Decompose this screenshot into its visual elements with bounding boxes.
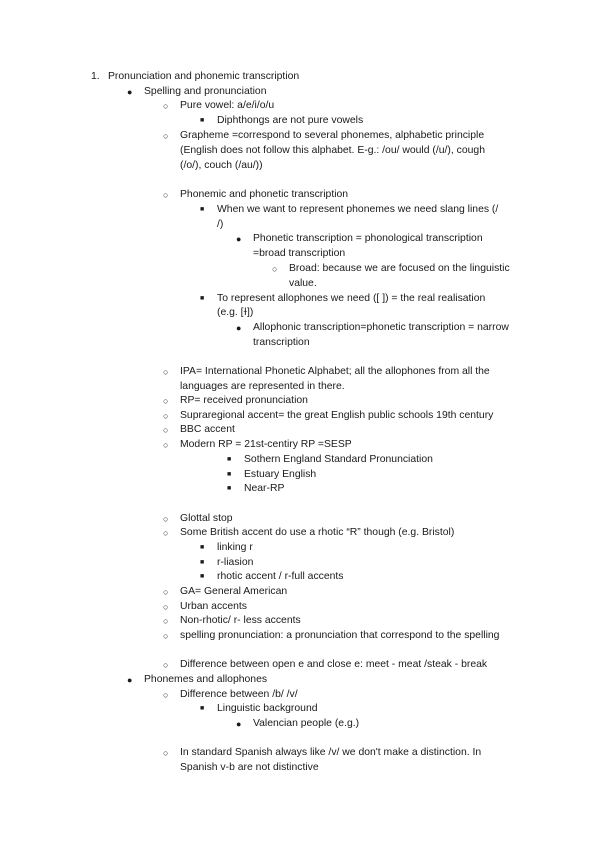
- circle-bullet-icon: ○: [163, 190, 169, 200]
- circle-bullet-icon: ○: [163, 631, 169, 641]
- list-item: BBC accent: [180, 424, 235, 435]
- list-item: Urban accents: [180, 601, 247, 612]
- filled-bullet-icon: ●: [127, 675, 133, 685]
- list-item-continuation: (e.g. [ɫ]): [217, 307, 254, 318]
- circle-bullet-icon: ○: [163, 131, 169, 141]
- square-bullet-icon: ■: [200, 206, 205, 213]
- square-bullet-icon: ■: [200, 573, 205, 580]
- circle-bullet-icon: ○: [163, 425, 169, 435]
- list-item: Grapheme =correspond to several phonemes, alphabetic principle: [180, 130, 485, 141]
- circle-bullet-icon: ○: [163, 528, 169, 538]
- filled-bullet-icon: ●: [236, 234, 242, 244]
- list-item: Valencian people (e.g.): [253, 718, 360, 729]
- list-item: Diphthongs are not pure vowels: [217, 115, 364, 126]
- list-item: Pure vowel: a/e/i/o/u: [180, 100, 275, 111]
- list-item-continuation: (/o/), couch (/au/)): [180, 160, 263, 171]
- list-item: Modern RP = 21st-centiry RP =SESP: [180, 439, 352, 450]
- list-item: Estuary English: [244, 469, 317, 480]
- list-item: Phonetic transcription = phonological transcription: [253, 233, 483, 244]
- list-item: Glottal stop: [180, 513, 233, 524]
- circle-bullet-icon: ○: [163, 748, 169, 758]
- list-item: Difference between /b/ /v/: [180, 689, 298, 700]
- circle-bullet-icon: ○: [163, 101, 169, 111]
- circle-bullet-icon: ○: [163, 690, 169, 700]
- list-item-continuation: transcription: [253, 337, 310, 348]
- list-item: When we want to represent phonemes we need slang lines (/: [217, 204, 499, 215]
- list-item: linking r: [217, 542, 253, 553]
- circle-bullet-icon: ○: [163, 411, 169, 421]
- square-bullet-icon: ■: [227, 456, 232, 463]
- list-item: Spelling and pronunciation: [144, 86, 267, 97]
- list-item: Allophonic transcription=phonetic transcription = narrow: [253, 322, 509, 333]
- circle-bullet-icon: ○: [163, 616, 169, 626]
- section-number: 1.: [91, 71, 100, 82]
- circle-bullet-icon: ○: [163, 396, 169, 406]
- square-bullet-icon: ■: [227, 485, 232, 492]
- list-item: rhotic accent / r-full accents: [217, 571, 344, 582]
- square-bullet-icon: ■: [200, 559, 205, 566]
- list-item-continuation: =broad transcription: [253, 248, 346, 259]
- circle-bullet-icon: ○: [163, 587, 169, 597]
- square-bullet-icon: ■: [200, 705, 205, 712]
- list-item: Difference between open e and close e: meet - meat /steak - break: [180, 659, 488, 670]
- list-item: Phonemic and phonetic transcription: [180, 189, 349, 200]
- list-item-continuation: languages are represented in there.: [180, 381, 345, 392]
- list-item: RP= received pronunciation: [180, 395, 308, 406]
- list-item: Near-RP: [244, 483, 285, 494]
- list-item: Phonemes and allophones: [144, 674, 268, 685]
- circle-bullet-icon: ○: [163, 602, 169, 612]
- list-item-continuation: (English does not follow this alphabet. E-g.: /ou/ would (/u/), cough: [180, 145, 485, 156]
- filled-bullet-icon: ●: [236, 323, 242, 333]
- filled-bullet-icon: ●: [236, 719, 242, 729]
- circle-bullet-icon: ○: [163, 660, 169, 670]
- list-item: r-liasion: [217, 557, 254, 568]
- list-item: Non-rhotic/ r- less accents: [180, 615, 301, 626]
- list-item: IPA= International Phonetic Alphabet; all the allophones from all the: [180, 366, 490, 377]
- circle-bullet-icon: ○: [163, 440, 169, 450]
- list-item: Supraregional accent= the great English public schools 19th century: [180, 410, 494, 421]
- list-item: Broad: because we are focused on the linguistic: [289, 263, 510, 274]
- list-item-continuation: value.: [289, 278, 317, 289]
- filled-bullet-icon: ●: [127, 87, 133, 97]
- list-item: spelling pronunciation: a pronunciation that correspond to the spelling: [180, 630, 500, 641]
- circle-bullet-icon: ○: [163, 367, 169, 377]
- square-bullet-icon: ■: [200, 544, 205, 551]
- square-bullet-icon: ■: [200, 295, 205, 302]
- list-item: Some British accent do use a rhotic “R” though (e.g. Bristol): [180, 527, 455, 538]
- list-item: Sothern England Standard Pronunciation: [244, 454, 433, 465]
- list-item-continuation: /): [217, 219, 224, 230]
- section-title: Pronunciation and phonemic transcription: [108, 71, 300, 82]
- square-bullet-icon: ■: [200, 117, 205, 124]
- list-item: In standard Spanish always like /v/ we don't make a distinction. In: [180, 747, 482, 758]
- square-bullet-icon: ■: [227, 471, 232, 478]
- list-item: To represent allophones we need ([ ]) = the real realisation: [217, 293, 486, 304]
- list-item-continuation: Spanish v-b are not distinctive: [180, 762, 319, 773]
- circle-bullet-icon: ○: [163, 514, 169, 524]
- list-item: Linguistic background: [217, 703, 318, 714]
- circle-bullet-icon: ○: [272, 264, 278, 274]
- list-item: GA= General American: [180, 586, 288, 597]
